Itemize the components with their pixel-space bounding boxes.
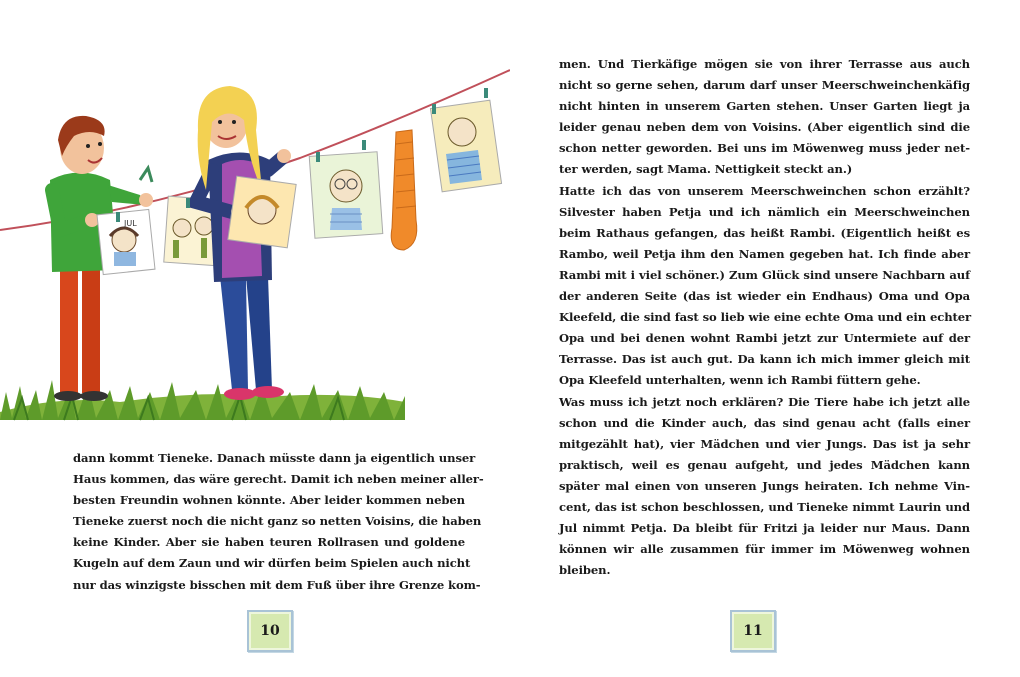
text-line: Tieneke zuerst noch die nicht ganz so netten Voisins, die haben (73, 514, 482, 529)
text-line: ter werden, sagt Mama. Nettigkeit steckt an.) (559, 162, 853, 177)
text-line: bleiben. (559, 563, 611, 578)
page-number-left: 10 (247, 610, 293, 652)
text-line: Kleefeld, die sind fast so lieb wie eine echte Oma und ein echter (559, 310, 972, 325)
text-line: Haus kommen, das wäre gerecht. Damit ich neben meiner aller- (73, 472, 484, 487)
text-line: nicht hinten in unserem Garten stehen. Unser Garten liegt ja (559, 99, 970, 114)
text-line: Jul nimmt Petja. Da bleibt für Fritzi ja leider nur Maus. Dann (559, 521, 970, 536)
text-line: der anderen Seite (das ist wieder ein Endhaus) Oma und Opa (559, 289, 970, 304)
text-line: Was muss ich jetzt noch erklären? Die Tiere habe ich jetzt alle (559, 394, 970, 409)
text-line: beim Rathaus gefangen, das heißt Rambi. (Eigentlich heißt es (559, 225, 970, 240)
text-line: besten Freundin wohnen könnte. Aber leider kommen neben (73, 493, 465, 508)
text-line: cent, das ist schon beschlossen, und Tieneke nimmt Laurin und (559, 499, 970, 514)
drawing-striped-shirt (430, 100, 501, 192)
text-line: Terrasse. Das ist auch gut. Da kann ich mich immer gleich mit (559, 352, 970, 367)
right-page (510, 0, 1020, 677)
text-line: nur das winzigste bisschen mit dem Fuß über ihre Grenze kom- (73, 577, 481, 592)
drawing-boy-glasses (309, 152, 383, 239)
text-line: schon netter geworden. Bei uns im Möwenweg muss jeder net- (559, 141, 970, 156)
text-line: können wir alle zusammen für immer im Möwenweg wohnen (559, 542, 970, 557)
text-line: Kugeln auf dem Zaun und wir dürfen beim Spielen auch nicht (73, 556, 471, 571)
text-line: Opa und bei denen wohnt Rambi jetzt zur Untermiete auf der (559, 331, 970, 346)
text-line: Rambi mit i viel schöner.) Zum Glück sind unsere Nachbarn auf (559, 267, 970, 282)
text-line: praktisch, weil es genau aufgeht, und jedes Mädchen kann (559, 457, 970, 472)
text-line: Rambo, weil Petja ihm den Namen gegeben hat. Ich finde aber (559, 246, 970, 261)
drawing-portrait (228, 176, 296, 248)
text-line: men. Und Tierkäfige mögen sie von ihrer Terrasse aus auch (559, 57, 970, 71)
text-line: keine Kinder. Aber sie haben teuren Rollrasen und goldene (73, 535, 465, 550)
text-line: leider genau neben dem von Voisins. (Aber eigentlich sind die (559, 120, 970, 135)
clothesline-illustration (0, 40, 510, 430)
text-line: nicht so gerne sehen, darum darf unser Meerschweinchenkäfig (559, 78, 970, 93)
text-line: Opa Kleefeld unterhalten, wenn ich Rambi füttern gehe. (559, 373, 921, 388)
right-page-text (559, 54, 970, 581)
text-line: Hatte ich das von unserem Meerschweinchen schon erzählt? (559, 183, 970, 198)
drawing-jul-label: JUL (124, 219, 137, 228)
text-line: später mal einen von unseren Jungs heiraten. Ich nehme Vin- (559, 478, 970, 493)
drawing-jul (97, 209, 155, 274)
text-line: Silvester haben Petja und ich nämlich ein Meerschweinchen (559, 204, 970, 219)
page-number-right: 11 (730, 610, 776, 652)
text-line: dann kommt Tieneke. Danach müsste dann ja eigentlich unser (73, 451, 476, 465)
text-line: schon und die Kinder auch, das sind genau acht (falls einer (559, 415, 970, 430)
text-line: mitgezählt hat), vier Mädchen und vier Jungs. Das ist ja sehr (559, 436, 970, 451)
left-page-text (73, 448, 484, 596)
